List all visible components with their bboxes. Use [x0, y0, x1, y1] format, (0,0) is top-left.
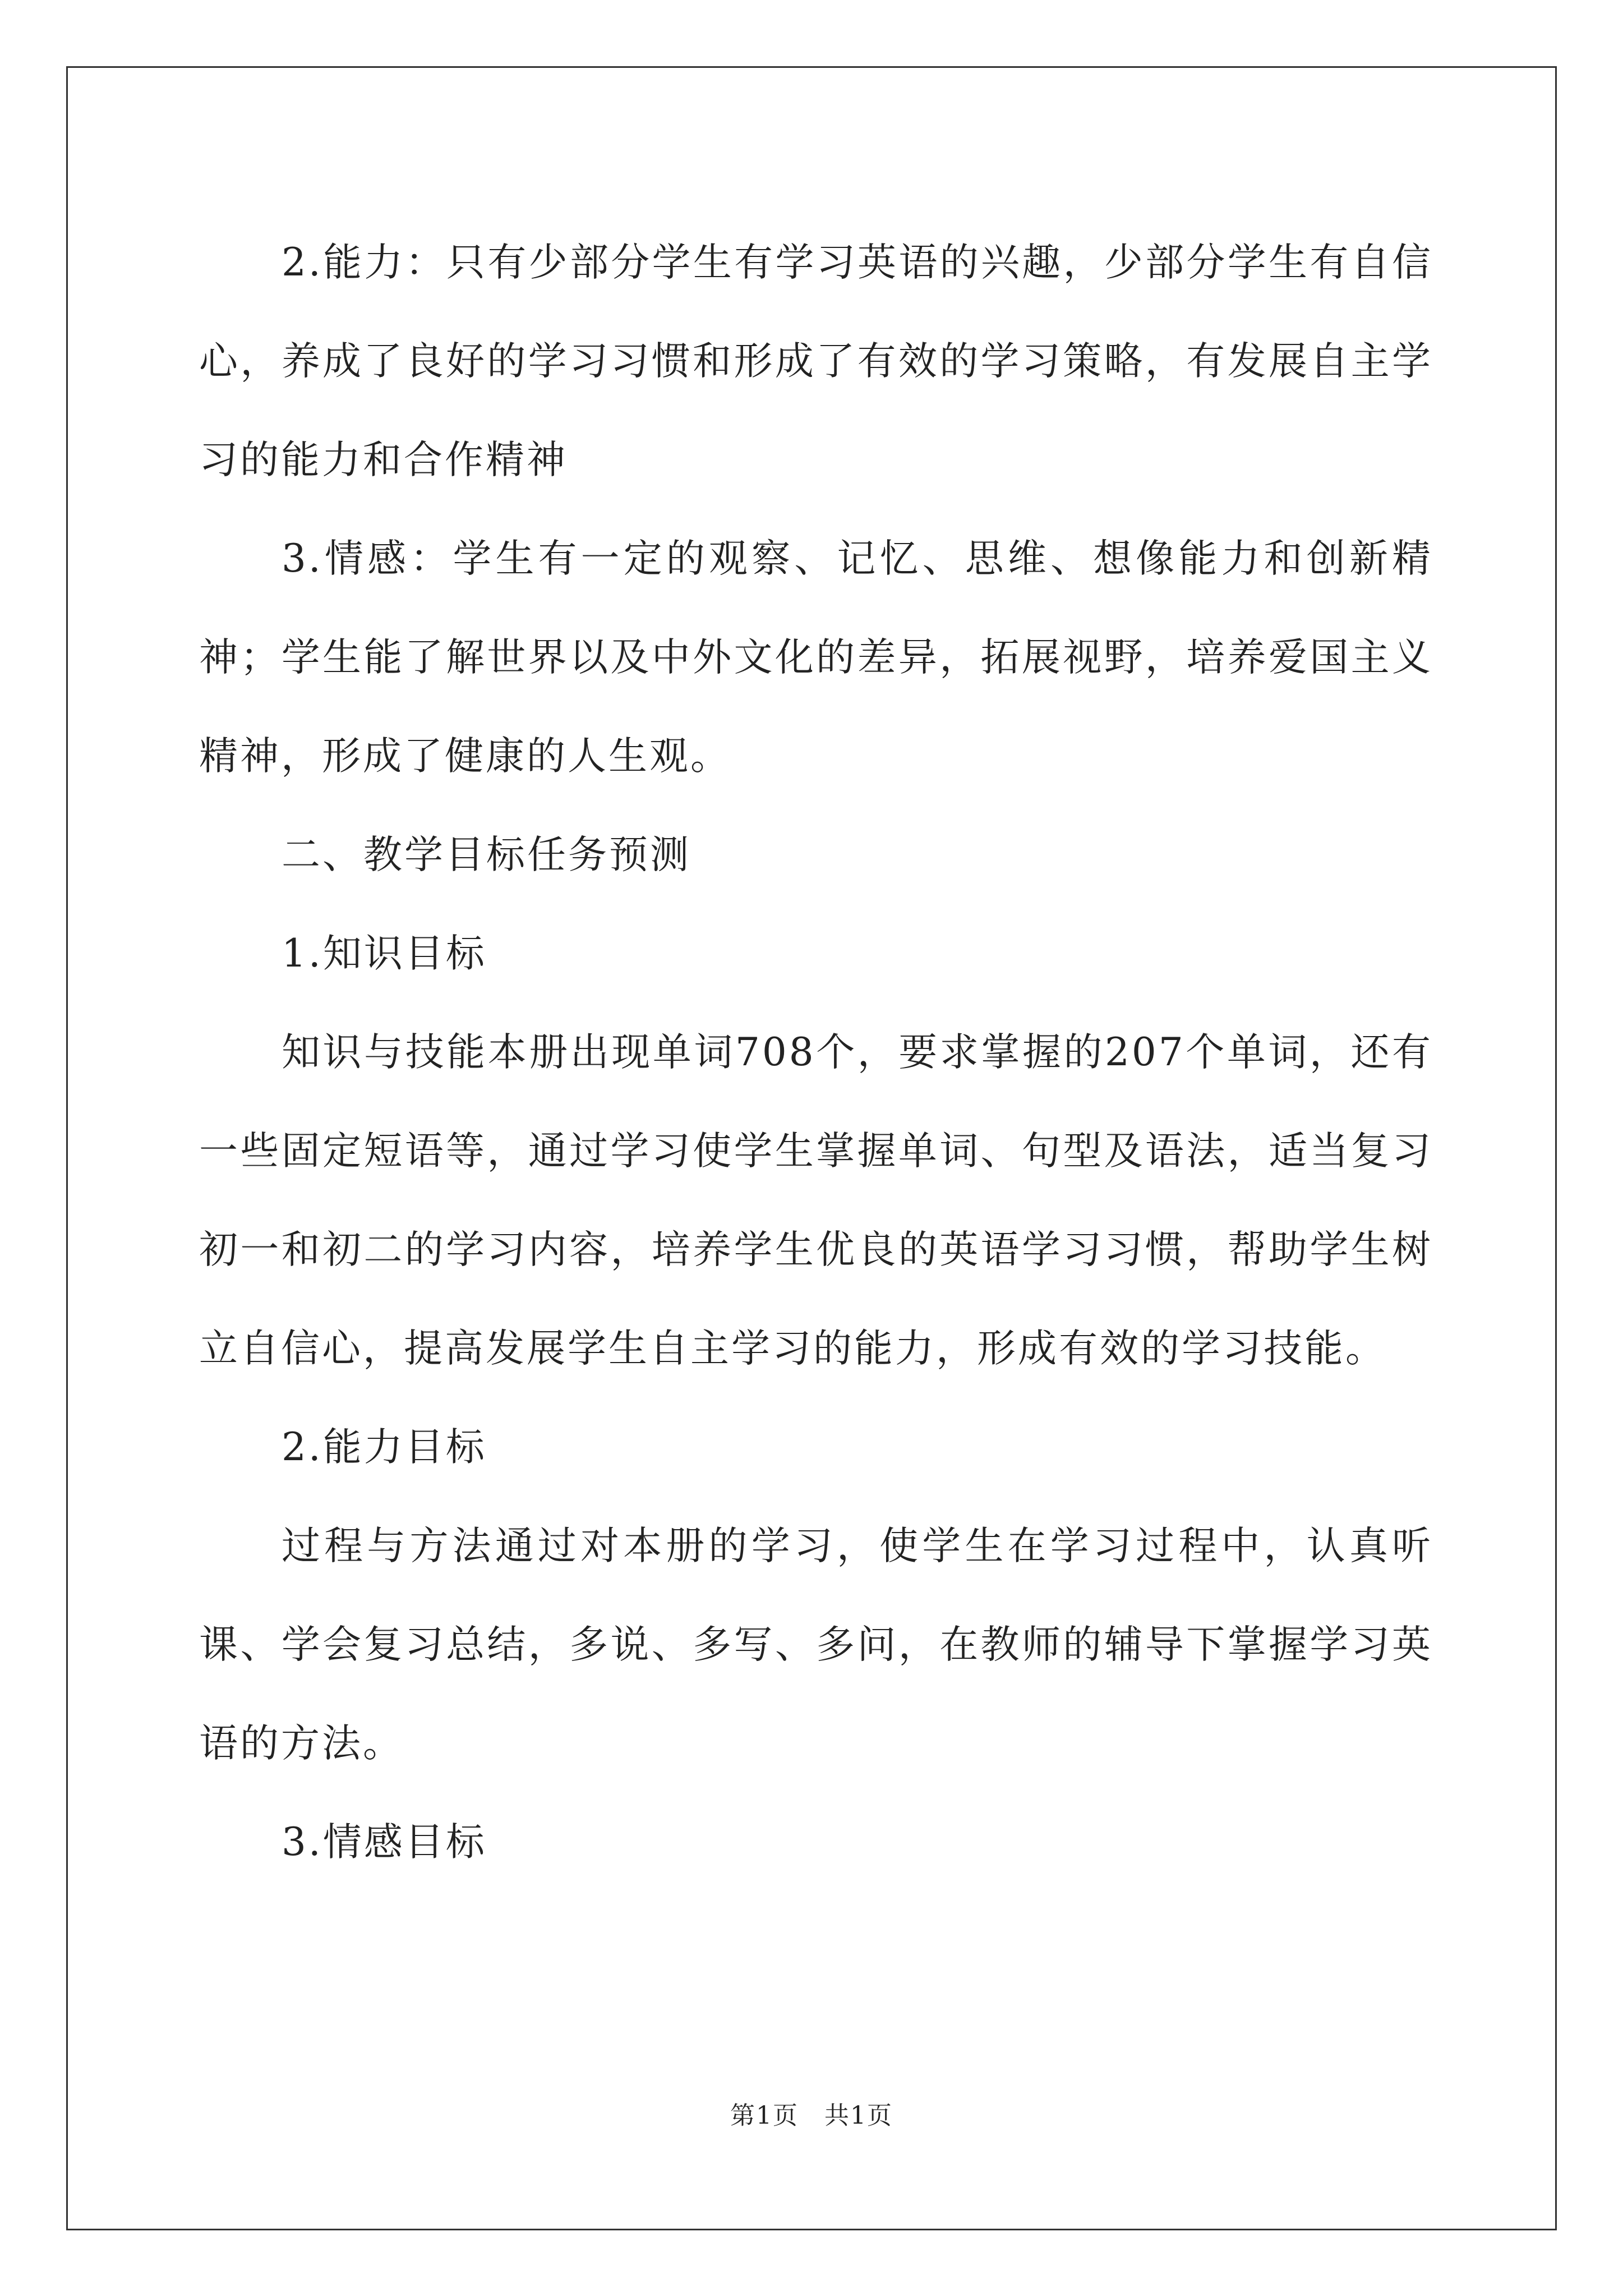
page-footer: 第1页 共1页 [730, 2101, 893, 2130]
subheading-emotion-goal: 3.情感目标 [282, 1820, 487, 1865]
document-body [199, 213, 1433, 1892]
paragraph-knowledge-goal: 知识与技能本册出现单词708个，要求掌握的207个单词，还有一些固定短语等，通过学习使学生掌握单词、句型及语法，适当复习初一和初二的学习内容，培养学生优良的英语学习习惯，帮助学生树立自信心，提高发展学生自主学习的能力，形成有效的学习技能。 [199, 1030, 1433, 1371]
paragraph-ability: 2.能力：只有少部分学生有学习英语的兴趣，少部分学生有自信心，养成了良好的学习习惯和形成了有效的学习策略，有发展自主学习的能力和合作精神 [199, 240, 1433, 482]
subheading-ability-goal: 2.能力目标 [282, 1425, 487, 1470]
subheading-knowledge-goal: 1.知识目标 [282, 931, 487, 976]
section-heading-teaching-goals: 二、教学目标任务预测 [282, 832, 691, 877]
paragraph-emotion: 3.情感：学生有一定的观察、记忆、思维、想像能力和创新精神；学生能了解世界以及中外文化的差异，拓展视野，培养爱国主义精神，形成了健康的人生观。 [199, 536, 1433, 779]
paragraph-ability-goal: 过程与方法通过对本册的学习，使学生在学习过程中，认真听课、学会复习总结，多说、多写、多问，在教师的辅导下掌握学习英语的方法。 [199, 1524, 1433, 1766]
